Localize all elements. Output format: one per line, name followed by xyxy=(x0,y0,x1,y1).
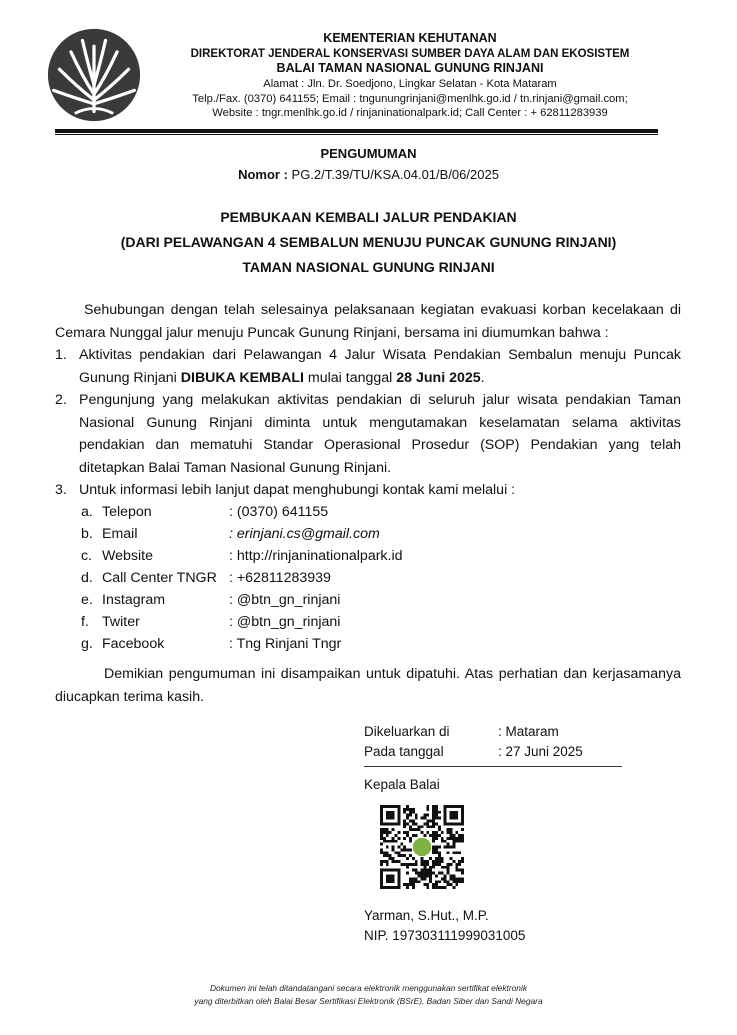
contact-label-twitter: Twiter xyxy=(102,614,140,630)
issued-date-value: : 27 Juni 2025 xyxy=(498,744,583,759)
item-2-number: 2. xyxy=(55,392,67,408)
office-contact: Telp./Fax. (0370) 641155; Email : tngunungrinjani@menlhk.go.id / tn.rinjani@gmail.com; xyxy=(192,93,628,105)
document-number xyxy=(0,167,737,182)
ministry-name: KEMENTERIAN KEHUTANAN xyxy=(323,31,497,45)
header-divider-thick xyxy=(55,129,658,133)
e-signature-footer xyxy=(0,982,737,1008)
contact-value-website[interactable]: : http://rinjaninationalpark.id xyxy=(229,548,403,564)
item-1-status: DIBUKA KEMBALI xyxy=(180,369,304,386)
item-1-date: 28 Juni 2025 xyxy=(396,369,481,386)
item-1-end: . xyxy=(480,369,485,386)
contact-value-instagram: : @btn_gn_rinjani xyxy=(229,592,341,608)
contact-value-twitter: : @btn_gn_rinjani xyxy=(229,614,341,630)
contact-label-call-center: Call Center TNGR xyxy=(102,570,217,586)
item-3-text: Untuk informasi lebih lanjut dapat menghubungi kontak kami melalui : xyxy=(79,482,516,498)
title-line-2: (DARI PELAWANGAN 4 SEMBALUN MENUJU PUNCAK GUNUNG RINJANI) xyxy=(120,234,617,250)
contact-value-email[interactable]: : erinjani.cs@gmail.com xyxy=(229,526,380,542)
footer-line-1: Dokumen ini telah ditandatangani secara elektronik menggunakan sertifikat elektronik xyxy=(209,983,528,993)
office-address: Alamat : Jln. Dr. Soedjono, Lingkar Selatan - Kota Mataram xyxy=(263,78,557,90)
contact-letter: e. xyxy=(81,592,93,608)
item-1-number: 1. xyxy=(55,347,67,363)
signer-name: Yarman, S.Hut., M.P. xyxy=(364,908,489,923)
signature-divider xyxy=(364,766,622,767)
item-1-text xyxy=(79,344,681,389)
title-line-1: PEMBUKAAN KEMBALI JALUR PENDAKIAN xyxy=(220,209,517,225)
office-website: Website : tngr.menlhk.go.id / rinjaninationalpark.id; Call Center : + 62811283939 xyxy=(212,107,608,119)
document-type: PENGUMUMAN xyxy=(320,146,417,161)
contact-letter: f. xyxy=(81,614,89,630)
item-2-text: Pengunjung yang melakukan aktivitas pendakian di seluruh jalur wisata pendakian Taman Nasional Gunung Rinjani diminta untuk mengutamakan keselamatan selama aktivitas pendakian dan mematuhi Standar Operasional Prosedur (SOP) Pendakian yang telah ditetapkan Balai Taman Nasional Gunung Rinjani. xyxy=(79,392,681,476)
footer-line-2: yang diterbitkan oleh Balai Besar Sertifikasi Elektronik (BSrE), Badan Siber dan Sandi Negara xyxy=(194,996,543,1006)
issued-place-label: Dikeluarkan di xyxy=(364,724,450,739)
contact-value-call-center: : +62811283939 xyxy=(229,570,331,586)
item-1-pre: Aktivitas pendakian dari Pelawangan 4 Jalur Wisata Pendakian Sembalun menuju Puncak Gunung Rinjani xyxy=(79,347,681,386)
qr-code-icon xyxy=(380,805,464,889)
contact-label-email: Email xyxy=(102,526,138,542)
contact-label-instagram: Instagram xyxy=(102,592,166,608)
signer-nip: NIP. 197303111999031005 xyxy=(364,928,526,943)
closing-paragraph: Demikian pengumuman ini disampaikan untuk dipatuhi. Atas perhatian dan kerjasamanya diucapkan terima kasih. xyxy=(55,666,681,705)
contact-letter: a. xyxy=(81,504,93,520)
contact-value-facebook: : Tng Rinjani Tngr xyxy=(229,636,342,652)
item-3-number: 3. xyxy=(55,482,67,498)
directorate-name: DIREKTORAT JENDERAL KONSERVASI SUMBER DAYA ALAM DAN EKOSISTEM xyxy=(190,48,630,60)
item-1-mid: mulai tanggal xyxy=(303,369,397,386)
title-line-3: TAMAN NASIONAL GUNUNG RINJANI xyxy=(242,259,495,275)
signer-position: Kepala Balai xyxy=(364,777,440,792)
contact-letter: g. xyxy=(81,636,93,652)
document-number-value: PG.2/T.39/TU/KSA.04.01/B/06/2025 xyxy=(287,167,499,182)
contact-letter: c. xyxy=(81,548,93,564)
contact-value-telepon: : (0370) 641155 xyxy=(229,504,329,520)
contact-label-facebook: Facebook xyxy=(102,636,165,652)
contact-letter: d. xyxy=(81,570,93,586)
issued-date-label: Pada tanggal xyxy=(364,744,444,759)
office-name: BALAI TAMAN NASIONAL GUNUNG RINJANI xyxy=(276,61,544,75)
contact-letter: b. xyxy=(81,526,93,542)
contact-label-telepon: Telepon xyxy=(102,504,152,520)
document-number-label: Nomor : xyxy=(238,167,288,182)
issued-place-value: : Mataram xyxy=(498,724,559,739)
qr-emblem-icon xyxy=(413,838,432,857)
intro-paragraph: Sehubungan dengan telah selesainya pelaksanaan kegiatan evakuasi korban kecelakaan di Cemara Nunggal jalur menuju Puncak Gunung Rinjani, bersama ini diumumkan bahwa : xyxy=(55,302,681,341)
contact-label-website: Website xyxy=(102,548,153,564)
ministry-tree-logo-icon xyxy=(46,27,142,123)
header-divider-thin xyxy=(55,134,658,135)
